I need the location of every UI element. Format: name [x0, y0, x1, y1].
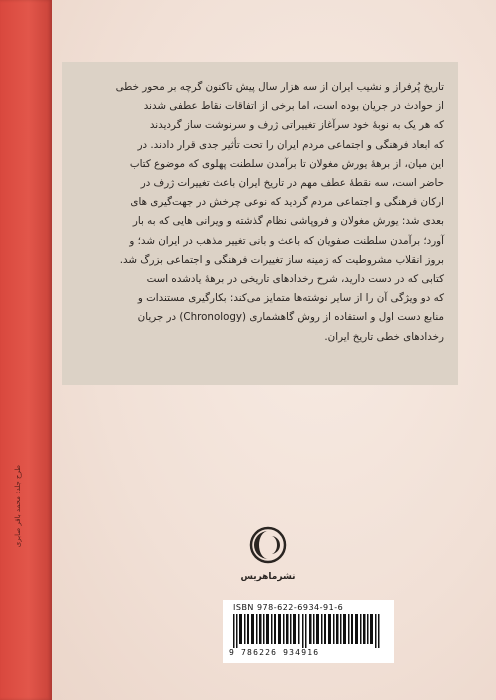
- blurb-line: که دو ویژگی آن را از سایر نوشته‌ها متمایز می‌کند: بکارگیری مستندات و: [137, 292, 444, 305]
- blurb-line: تاریخ پُرفراز و نشیب ایران از سه هزار سال پیش تاکنون گرچه بر محور خطی: [115, 81, 444, 93]
- blurb-line: ارکان فرهنگی و اجتماعی مردم گردید که نوعی چرخش در جهت‌گیری های: [130, 196, 444, 209]
- barcode-bars-icon: [227, 614, 390, 648]
- barcode-digits: 9 786226 934916: [229, 648, 320, 657]
- blurb-line: منابع دست اول و استفاده از روش گاهشماری (Chronology) در جریان: [137, 311, 444, 324]
- isbn-label: ISBN 978-622-6934-91-6: [233, 603, 344, 612]
- cover-designer-credit: طرح جلد: محمد باقر صابری: [14, 465, 22, 548]
- double-crescent-logo-icon: [248, 525, 288, 565]
- blurb-line: از حوادث در جریان بوده است، اما برخی از اتفاقات نقاط عطفی شدند: [143, 100, 444, 113]
- blurb-line: که ابعاد فرهنگی و اجتماعی مردم ایران را تحت تأثیر جدی قرار دادند. در: [137, 138, 444, 151]
- publisher-name: نشرماهریس: [240, 572, 296, 582]
- blurb-line: حاضر است، سه نقطهٔ عطف مهم در تاریخ ایران باعث تغییرات ژرف در: [140, 177, 444, 190]
- book-spine: [0, 0, 52, 700]
- blurb-line: که هر یک به نوبهٔ خود سرآغاز تغییراتی ژرف و سرنوشت ساز گردیدند: [149, 119, 444, 132]
- blurb-line: رخدادهای خطی تاریخ ایران.: [324, 330, 444, 343]
- blurb-line: این میان، از برههٔ یورش مغولان تا برآمدن سلطنت پهلوی که موضوع کتاب: [129, 157, 444, 170]
- blurb-line: بعدی شد: یورش مغولان و فروپاشی نظام گذشته و ویرانی هایی که به بار: [132, 215, 444, 228]
- blurb-box: [62, 62, 458, 385]
- isbn-barcode: [223, 600, 394, 663]
- blurb-line: بروز انقلاب مشروطیت که زمینه ساز تغییرات فرهنگی و اجتماعی بزرگ شد.: [119, 253, 444, 266]
- blurb-line: کتابی که در دست دارید، شرح رخدادهای تاریخی در برههٔ یادشده است: [146, 273, 444, 286]
- blurb-line: آورد؛ برآمدن سلطنت صفویان که باعث و بانی تغییر مذهب در ایران شد؛ و: [129, 234, 444, 247]
- blurb-text: [74, 78, 444, 347]
